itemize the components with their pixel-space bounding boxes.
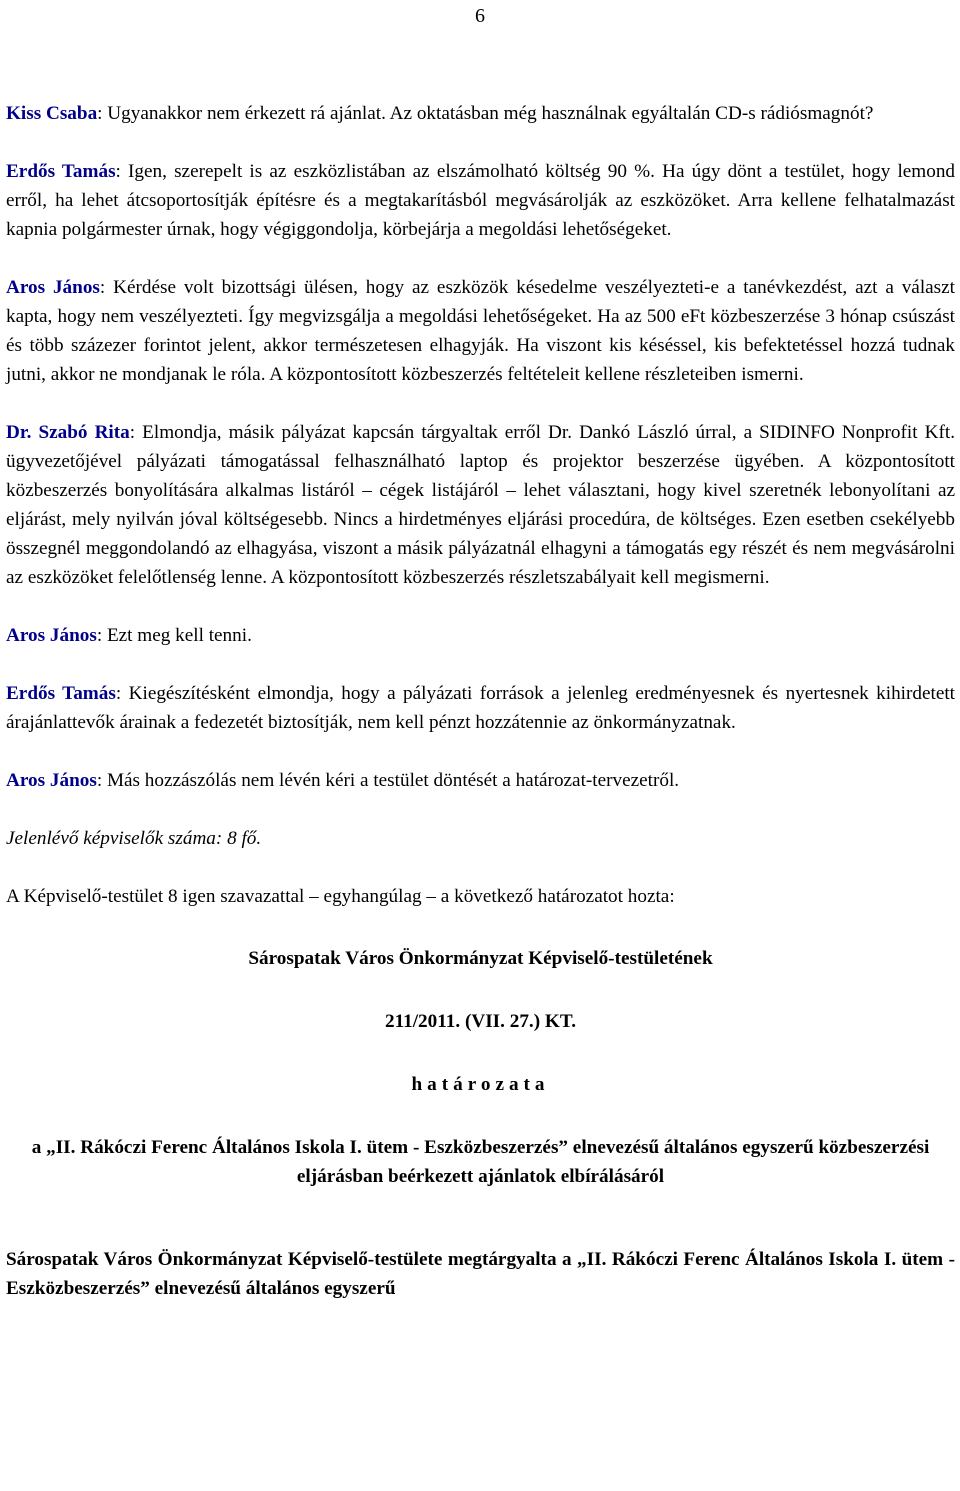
speaker-name: Dr. Szabó Rita bbox=[6, 422, 130, 443]
speech-text: : Elmondja, másik pályázat kapcsán tárgyaltak erről Dr. Dankó László úrral, a SIDINFO Nonprofit Kft. ügyvezetőjével pályázati támogatással felhasználható laptop és projektor beszerzése ügyében. A központosított közbeszerzés bonyolítására alkalmas listáról – cégek listájáról – lehet választani, hogy kivel szeretnék lebonyolítani az eljárást, mely nyilván jóval költségesebb. Nincs a hirdetményes eljárási procedúra, de költséges. Ezen esetben csekélyebb összegnél meggondolandó az elhagyása, viszont a másik pályázatnál elhagyni a támogatás egy részét és nem megvásárolni az eszközöket felelőtlenség lenne. A központosított közbeszerzés részletszabályait kell megismerni. bbox=[6, 422, 956, 588]
speech-text: : Igen, szerepelt is az eszközlistában az elszámolható költség 90 %. Ha úgy dönt a testület, hogy lemond erről, ha lehet átcsoportosítják építésre és a megtakarításból megvásárolják az eszközöket. Arra kellene felhatalmazást kapnia polgármester úrnak, hogy végiggondolja, körbejárja a megoldási lehetőségeket. bbox=[6, 161, 956, 240]
speaker-name: Kiss Csaba bbox=[6, 103, 98, 124]
decision-heading: határozata bbox=[411, 1074, 550, 1095]
paragraph-erdos-tamas-1 bbox=[6, 157, 955, 244]
vote-statement: A Képviselő-testület 8 igen szavazattal – egyhangúlag – a következő határozatot hozta: bbox=[6, 886, 675, 907]
speaker-name: Erdős Tamás bbox=[6, 683, 116, 704]
page-number: 6 bbox=[475, 5, 485, 27]
paragraph-aros-janos-2 bbox=[6, 621, 955, 650]
speaker-name: Aros János bbox=[6, 770, 97, 791]
speaker-name: Aros János bbox=[6, 625, 97, 646]
speaker-name: Erdős Tamás bbox=[6, 161, 116, 182]
resolution-number: 211/2011. (VII. 27.) KT. bbox=[384, 1011, 576, 1032]
speech-text: : Ugyanakkor nem érkezett rá ajánlat. Az oktatásban még használnak egyáltalán CD-s rádiósmagnót? bbox=[97, 103, 874, 124]
speech-text: : Kérdése volt bizottsági ülésen, hogy az eszközök késedelme veszélyezteti-e a tanévkezdést, azt a választ kapta, hogy nem veszélyezteti. Így megvizsgálja a megoldási lehetőségeket. Ha az 500 eFt közbeszerzése 3 hónap csúszást és több százezer forintot jelent, akkor természetesen elhagyják. Ha viszont kis késéssel, kis befektetéssel hozzá tudnak jutni, akkor ne mondjanak le róla. A központosított közbeszerzés feltételeit kellene részleteiben ismerni. bbox=[6, 277, 955, 385]
speaker-name: Aros János bbox=[6, 277, 100, 298]
closing-paragraph: Sárospatak Város Önkormányzat Képviselő-testülete megtárgyalta a „II. Rákóczi Ferenc Általános Iskola I. ütem - Eszközbeszerzés” elnevezésű általános egyszerű bbox=[6, 1249, 955, 1299]
paragraph-erdos-tamas-2 bbox=[6, 679, 955, 737]
speech-text: : Kiegészítésként elmondja, hogy a pályázati források a jelenleg eredményesnek és nyertesnek kihirdetett árajánlattevők árainak a fedezetét biztosítják, nem kell pénzt hozzátennie az önkormányzatnak. bbox=[6, 683, 956, 733]
council-heading: Sárospatak Város Önkormányzat Képviselő-testületének bbox=[248, 948, 713, 969]
paragraph-aros-janos-1 bbox=[6, 273, 955, 389]
resolution-subject: a „II. Rákóczi Ferenc Általános Iskola I. ütem - Eszközbeszerzés” elnevezésű általános egyszerű közbeszerzési eljárásban beérkezett ajánlatok elbírálásáról bbox=[31, 1137, 930, 1187]
attendance-line: Jelenlévő képviselők száma: 8 fő. bbox=[6, 828, 262, 849]
paragraph-kiss-csaba bbox=[6, 99, 955, 128]
paragraph-szabo-rita bbox=[6, 418, 955, 592]
speech-text: : Ezt meg kell tenni. bbox=[96, 625, 252, 646]
paragraph-aros-janos-3 bbox=[6, 766, 955, 795]
document-body bbox=[6, 99, 955, 1303]
speech-text: : Más hozzászólás nem lévén kéri a testület döntését a határozat-tervezetről. bbox=[96, 770, 680, 791]
